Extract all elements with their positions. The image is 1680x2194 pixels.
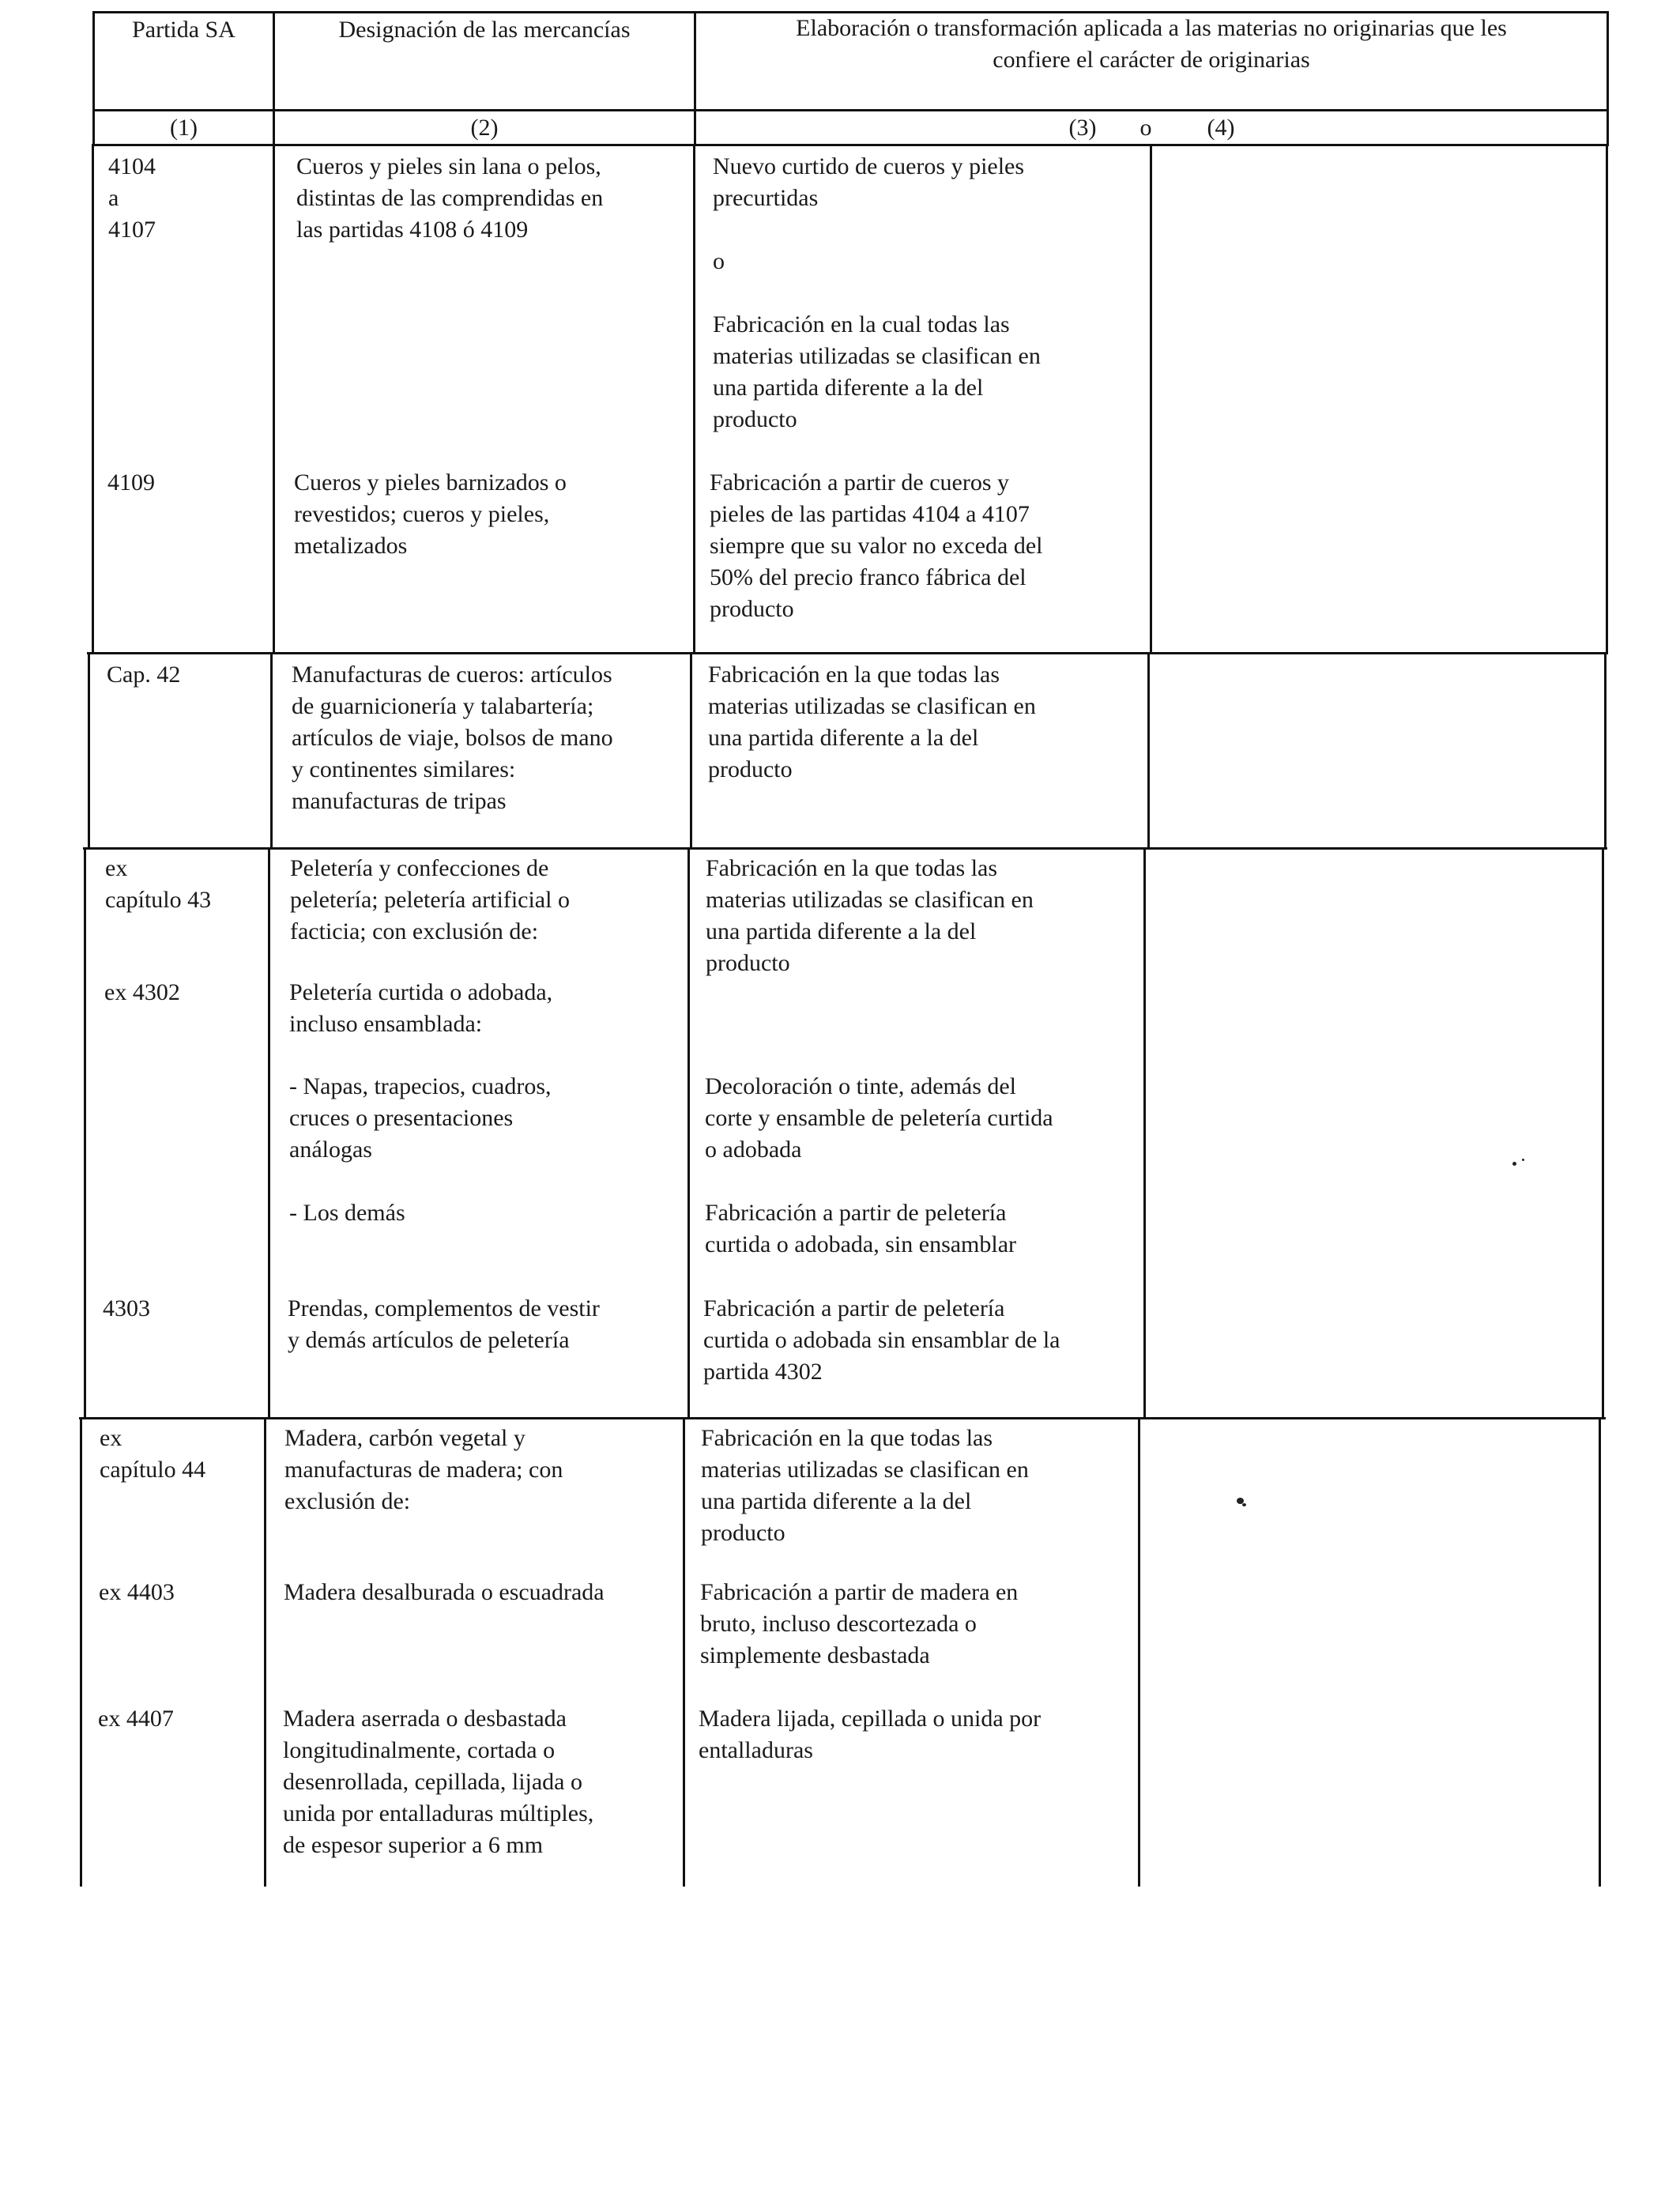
cell-partida: ex 4403 bbox=[99, 1579, 175, 1605]
cell-designacion: Madera, carbón vegetal y manufacturas de madera; con exclusión de: bbox=[284, 1425, 563, 1514]
cell-designacion: Prendas, complementos de vestir y demás artículos de peletería bbox=[288, 1295, 600, 1353]
right-border bbox=[1599, 1417, 1601, 1887]
col-divider-3 bbox=[1138, 1417, 1140, 1887]
cell-elaboracion: Fabricación en la que todas las materias utilizadas se clasifican en una partida diferente a la del producto bbox=[708, 662, 1036, 782]
scan-speck bbox=[1512, 1162, 1516, 1166]
header-partida-sa: Partida SA bbox=[132, 17, 235, 43]
col-divider-3 bbox=[1150, 144, 1152, 654]
header-col-number-or: o bbox=[1139, 115, 1152, 141]
right-border bbox=[1602, 847, 1604, 1419]
cell-designacion: Manufacturas de cueros: artículos de guarnicionería y talabartería; artículos de viaje, bolsos de mano y continentes similares: manufacturas de tripas bbox=[292, 662, 613, 814]
cell-designacion: Peletería y confecciones de peletería; peletería artificial o facticia; con exclusión de: bbox=[290, 855, 570, 944]
left-border bbox=[88, 652, 90, 849]
cell-designacion-subitem: - Napas, trapecios, cuadros, cruces o presentaciones análogas bbox=[289, 1073, 552, 1163]
cell-partida: ex capítulo 44 bbox=[100, 1425, 206, 1483]
header-designacion: Designación de las mercancías bbox=[338, 17, 631, 43]
cell-elaboracion: Fabricación a partir de peletería curtida o adobada, sin ensamblar bbox=[705, 1200, 1017, 1257]
header-col-number-1: (1) bbox=[170, 115, 198, 141]
cell-designacion: Madera aserrada o desbastada longitudinalmente, cortada o desenrollada, cepillada, lijada o unida por entalladuras múltiples, de espesor superior a 6 mm bbox=[283, 1706, 594, 1858]
cell-elaboracion: Fabricación en la que todas las materias utilizadas se clasifican en una partida diferente a la del producto bbox=[706, 855, 1034, 976]
col-divider-1 bbox=[270, 652, 273, 849]
header-col-number-2: (2) bbox=[470, 115, 499, 141]
left-border bbox=[92, 144, 94, 654]
header-col-number-3: (3) bbox=[1068, 115, 1097, 141]
row-divider-cap43 bbox=[83, 847, 1607, 850]
cell-elaboracion: Fabricación en la que todas las materias utilizadas se clasifican en una partida diferente a la del producto bbox=[701, 1425, 1029, 1546]
col-divider-2 bbox=[683, 1417, 685, 1887]
cell-designacion: Peletería curtida o adobada, incluso ensamblada: bbox=[289, 979, 553, 1037]
col-divider-2 bbox=[687, 847, 690, 1419]
scan-speck bbox=[1522, 1159, 1524, 1161]
col-divider-3 bbox=[1147, 652, 1150, 849]
header-col-number-4: (4) bbox=[1207, 115, 1235, 141]
col-divider-1 bbox=[273, 144, 275, 654]
cell-elaboracion: Fabricación a partir de peletería curtida o adobada sin ensamblar de la partida 4302 bbox=[703, 1295, 1060, 1385]
cell-partida: 4104 a 4107 bbox=[108, 153, 156, 243]
cell-partida: 4109 bbox=[107, 469, 155, 496]
header-divider bbox=[92, 109, 1609, 111]
right-border bbox=[1607, 11, 1609, 145]
cell-partida: Cap. 42 bbox=[107, 662, 181, 688]
left-border bbox=[80, 1417, 82, 1887]
cell-partida: ex capítulo 43 bbox=[105, 855, 212, 913]
row-divider-cap42 bbox=[87, 652, 1608, 654]
cell-designacion: Cueros y pieles barnizados o revestidos; cueros y pieles, metalizados bbox=[294, 469, 567, 559]
left-border bbox=[84, 847, 86, 1419]
cell-partida: ex 4302 bbox=[104, 979, 180, 1005]
cell-elaboracion: Fabricación a partir de madera en bruto, incluso descortezada o simplemente desbastada bbox=[700, 1579, 1019, 1668]
scan-speck bbox=[1242, 1503, 1246, 1506]
cell-designacion-subitem: - Los demás bbox=[289, 1200, 405, 1226]
header-elaboracion: Elaboración o transformación aplicada a las materias no originarias que les confiere el carácter de originarias bbox=[796, 15, 1507, 73]
col-divider-2 bbox=[690, 652, 692, 849]
right-border bbox=[1604, 652, 1607, 849]
cell-designacion: Madera desalburada o escuadrada bbox=[284, 1579, 605, 1605]
cell-elaboracion: Madera lijada, cepillada o unida por entalladuras bbox=[699, 1706, 1042, 1763]
cell-partida: 4303 bbox=[103, 1295, 150, 1321]
number-row-divider bbox=[92, 144, 1609, 146]
col-divider-3 bbox=[1143, 847, 1146, 1419]
cell-elaboracion: Nuevo curtido de cueros y pieles precurtidas o Fabricación en la cual todas las materias utilizadas se clasifican en una partida diferente a la del producto bbox=[713, 153, 1041, 432]
cell-partida: ex 4407 bbox=[98, 1706, 174, 1732]
col-divider-1 bbox=[268, 847, 270, 1419]
right-border bbox=[1606, 144, 1608, 654]
cell-elaboracion: Decoloración o tinte, además del corte y ensamble de peletería curtida o adobada bbox=[705, 1073, 1053, 1163]
cell-elaboracion: Fabricación a partir de cueros y pieles de las partidas 4104 a 4107 siempre que su valor no exceda del 50% del precio franco fábrica del producto bbox=[710, 469, 1043, 622]
cell-designacion: Cueros y pieles sin lana o pelos, distintas de las comprendidas en las partidas 4108 ó 4109 bbox=[296, 153, 604, 243]
col-divider-1 bbox=[264, 1417, 266, 1887]
row-divider-cap44 bbox=[79, 1417, 1606, 1419]
col-divider-2 bbox=[693, 144, 695, 654]
